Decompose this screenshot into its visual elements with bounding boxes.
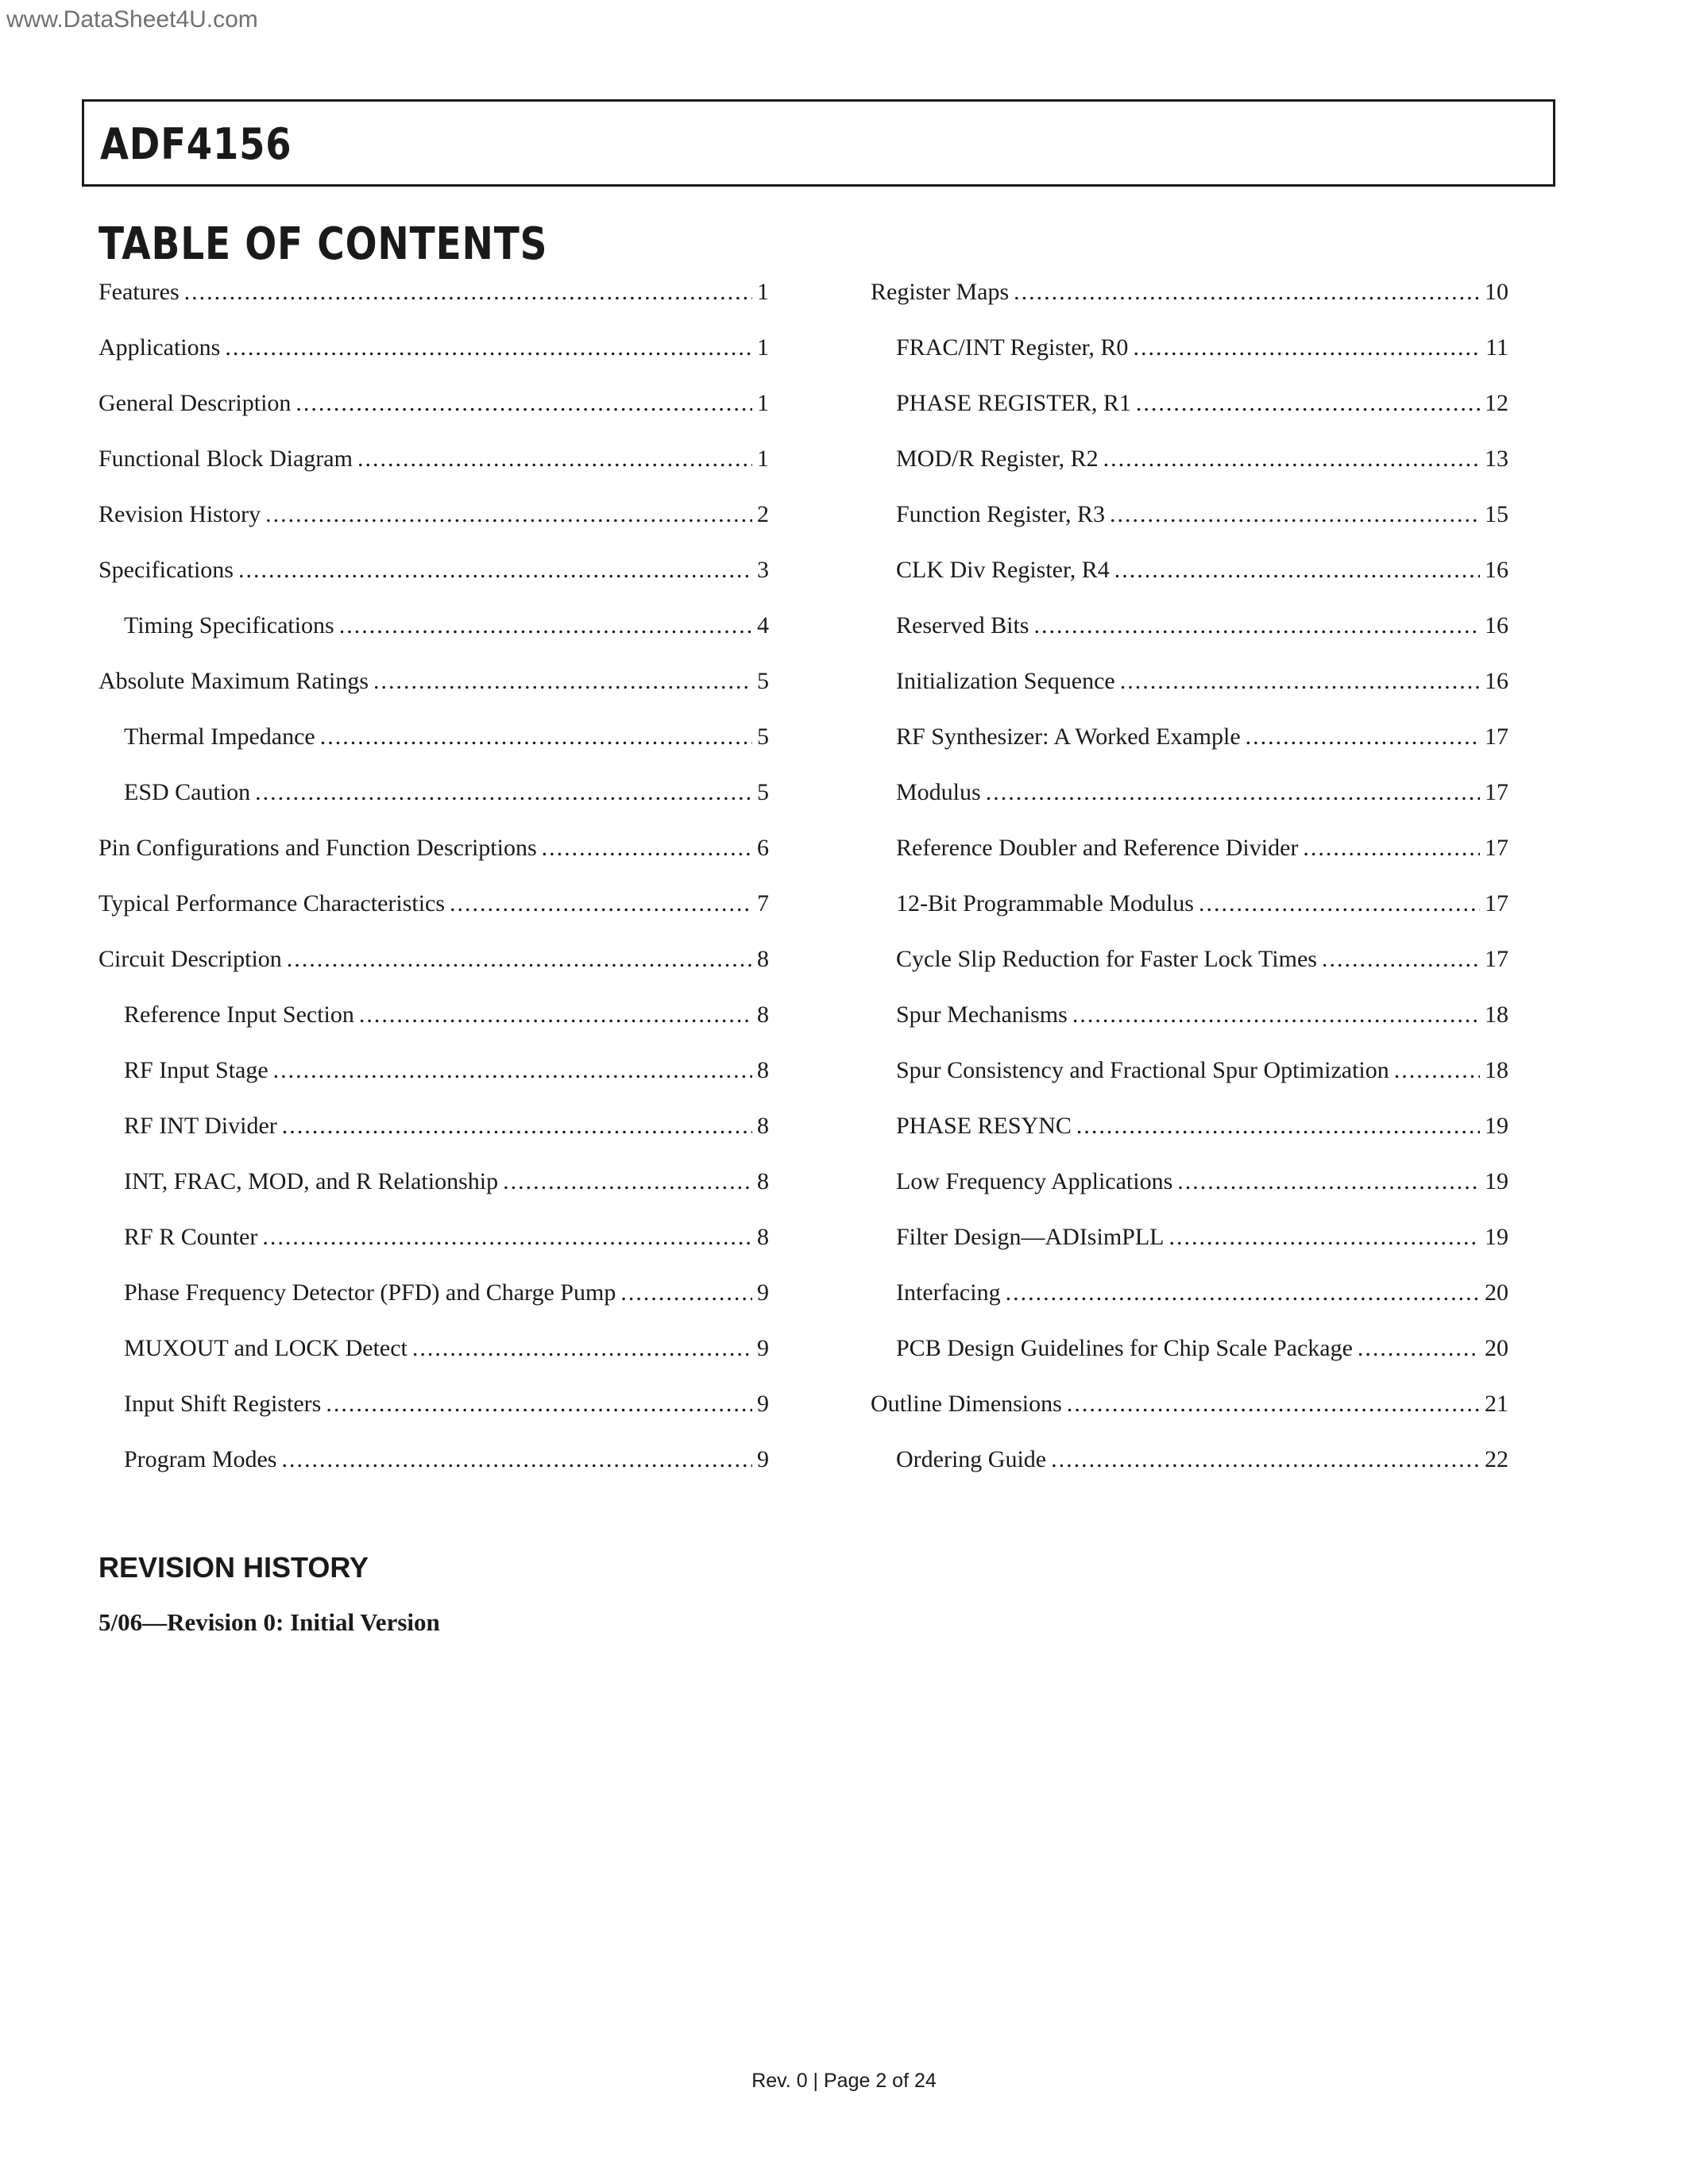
toc-entry-page: 19 (1485, 1113, 1508, 1139)
toc-entry[interactable] (871, 892, 1508, 947)
toc-entry[interactable] (871, 392, 1508, 447)
toc-entry[interactable] (871, 1003, 1508, 1059)
toc-entry-page: 2 (757, 501, 769, 527)
toc-leader-dots (1006, 1281, 1480, 1305)
toc-entry-page: 12 (1485, 390, 1508, 416)
toc-entry[interactable] (98, 280, 769, 336)
toc-entry-page: 7 (757, 890, 769, 916)
toc-entry-page: 1 (757, 446, 769, 472)
toc-leader-dots (281, 1448, 752, 1472)
toc-entry[interactable] (871, 947, 1508, 1003)
toc-leader-dots (357, 447, 752, 471)
toc-entry[interactable] (98, 892, 769, 947)
toc-heading: TABLE OF CONTENTS (98, 218, 548, 270)
toc-entry-page: 9 (757, 1391, 769, 1417)
toc-leader-dots (1076, 1114, 1480, 1138)
toc-leader-dots (620, 1281, 752, 1305)
toc-entry-label: Pin Configurations and Function Descriptions (98, 835, 537, 861)
toc-left-column (98, 280, 769, 1503)
toc-leader-dots (1246, 725, 1480, 749)
toc-leader-dots (320, 725, 752, 749)
toc-entry-label: Thermal Impedance (124, 723, 315, 750)
toc-entry[interactable] (98, 725, 769, 781)
toc-entry-page: 19 (1485, 1168, 1508, 1194)
toc-entry[interactable] (98, 1448, 769, 1503)
toc-entry-label: Applications (98, 334, 221, 361)
toc-entry[interactable] (98, 392, 769, 447)
toc-entry-label: Timing Specifications (124, 612, 334, 639)
toc-entry-page: 18 (1485, 1001, 1508, 1028)
toc-entry-page: 19 (1485, 1224, 1508, 1250)
toc-entry-label: Features (98, 279, 180, 305)
toc-entry-page: 8 (757, 1001, 769, 1028)
toc-entry-label: Functional Block Diagram (98, 446, 353, 472)
toc-entry-page: 13 (1485, 446, 1508, 472)
toc-leader-dots (326, 1392, 752, 1416)
toc-entry-page: 1 (757, 334, 769, 361)
document-header (82, 99, 1555, 187)
toc-entry-page: 9 (757, 1446, 769, 1472)
toc-entry[interactable] (98, 1170, 769, 1225)
toc-entry-page: 21 (1485, 1391, 1508, 1417)
toc-entry-label: PCB Design Guidelines for Chip Scale Package (896, 1335, 1353, 1361)
toc-entry[interactable] (871, 1448, 1508, 1503)
toc-entry-page: 17 (1485, 946, 1508, 972)
toc-leader-dots (1322, 947, 1480, 971)
toc-entry-label: FRAC/INT Register, R0 (896, 334, 1129, 361)
toc-entry-page: 8 (757, 1057, 769, 1083)
toc-entry[interactable] (871, 1059, 1508, 1114)
toc-entry-label: Register Maps (871, 279, 1010, 305)
toc-entry-label: 12-Bit Programmable Modulus (896, 890, 1194, 916)
toc-entry-page: 8 (757, 946, 769, 972)
toc-leader-dots (273, 1059, 752, 1082)
toc-entry[interactable] (871, 336, 1508, 392)
toc-leader-dots (295, 392, 752, 415)
toc-entry[interactable] (98, 669, 769, 725)
toc-entry[interactable] (871, 1114, 1508, 1170)
toc-entry-label: Program Modes (124, 1446, 277, 1472)
toc-entry[interactable] (871, 836, 1508, 892)
toc-entry-page: 11 (1485, 334, 1508, 361)
toc-entry-page: 8 (757, 1168, 769, 1194)
toc-entry-page: 17 (1485, 890, 1508, 916)
toc-entry-page: 22 (1485, 1446, 1508, 1472)
toc-entry-label: RF Input Stage (124, 1057, 268, 1083)
toc-entry-page: 18 (1485, 1057, 1508, 1083)
toc-entry-label: Spur Mechanisms (896, 1001, 1068, 1028)
toc-leader-dots (1110, 503, 1480, 527)
toc-entry[interactable] (98, 1003, 769, 1059)
toc-entry-page: 3 (757, 557, 769, 583)
toc-entry[interactable] (871, 614, 1508, 669)
toc-entry[interactable] (98, 1114, 769, 1170)
toc-leader-dots (339, 614, 752, 638)
toc-entry-label: Reference Input Section (124, 1001, 354, 1028)
toc-leader-dots (1033, 614, 1480, 638)
toc-leader-dots (1067, 1392, 1480, 1416)
toc-entry-page: 17 (1485, 723, 1508, 750)
toc-leader-dots (238, 558, 752, 582)
toc-entry-label: CLK Div Register, R4 (896, 557, 1110, 583)
toc-entry-label: Reserved Bits (896, 612, 1029, 639)
toc-entry-label: Interfacing (896, 1279, 1001, 1306)
toc-leader-dots (412, 1337, 752, 1360)
toc-entry-page: 5 (757, 723, 769, 750)
toc-leader-dots (1199, 892, 1480, 916)
toc-leader-dots (1114, 558, 1480, 582)
toc-entry[interactable] (871, 447, 1508, 503)
toc-entry-label: PHASE RESYNC (896, 1113, 1072, 1139)
toc-entry-page: 8 (757, 1113, 769, 1139)
toc-leader-dots (1120, 669, 1480, 693)
toc-entry-page: 20 (1485, 1279, 1508, 1306)
toc-entry-label: Modulus (896, 779, 981, 805)
toc-entry[interactable] (98, 503, 769, 558)
toc-entry[interactable] (98, 1059, 769, 1114)
toc-entry[interactable] (871, 1170, 1508, 1225)
revision-entry: 5/06—Revision 0: Initial Version (98, 1608, 440, 1636)
toc-entry[interactable] (871, 1281, 1508, 1337)
toc-entry-page: 15 (1485, 501, 1508, 527)
toc-leader-dots (1136, 392, 1480, 415)
toc-entry[interactable] (98, 1281, 769, 1337)
toc-entry-label: ESD Caution (124, 779, 251, 805)
toc-entry[interactable] (871, 669, 1508, 725)
toc-leader-dots (1133, 336, 1481, 360)
toc-entry-page: 16 (1485, 668, 1508, 694)
toc-leader-dots (1169, 1225, 1481, 1249)
toc-entry-page: 9 (757, 1279, 769, 1306)
toc-entry-label: Cycle Slip Reduction for Faster Lock Times (896, 946, 1317, 972)
toc-entry-label: PHASE REGISTER, R1 (896, 390, 1131, 416)
watermark-link[interactable]: www.DataSheet4U.com (6, 6, 258, 33)
toc-leader-dots (1177, 1170, 1480, 1194)
page-footer: Rev. 0 | Page 2 of 24 (751, 2070, 937, 2092)
toc-entry-label: Revision History (98, 501, 261, 527)
toc-leader-dots (1014, 280, 1480, 304)
toc-leader-dots (503, 1170, 752, 1194)
toc-leader-dots (986, 781, 1480, 805)
toc-entry[interactable] (98, 558, 769, 614)
toc-entry-label: Specifications (98, 557, 234, 583)
toc-entry[interactable] (871, 503, 1508, 558)
toc-entry-label: Low Frequency Applications (896, 1168, 1173, 1194)
toc-leader-dots (1394, 1059, 1480, 1082)
toc-entry-page: 16 (1485, 557, 1508, 583)
toc-entry-label: MOD/R Register, R2 (896, 446, 1099, 472)
toc-entry[interactable] (98, 781, 769, 836)
toc-entry[interactable] (98, 1225, 769, 1281)
toc-leader-dots (287, 947, 752, 971)
toc-leader-dots (373, 669, 752, 693)
toc-leader-dots (1303, 836, 1480, 860)
toc-leader-dots (1072, 1003, 1480, 1027)
toc-entry-page: 5 (757, 779, 769, 805)
revision-history-heading: REVISION HISTORY (98, 1551, 369, 1584)
toc-entry-page: 1 (757, 390, 769, 416)
toc-entry[interactable] (871, 1337, 1508, 1392)
toc-leader-dots (1051, 1448, 1480, 1472)
toc-leader-dots (542, 836, 752, 860)
toc-entry-page: 17 (1485, 835, 1508, 861)
toc-entry-label: Outline Dimensions (871, 1391, 1062, 1417)
toc-entry[interactable] (98, 947, 769, 1003)
toc-entry-label: Spur Consistency and Fractional Spur Optimization (896, 1057, 1389, 1083)
toc-entry-label: MUXOUT and LOCK Detect (124, 1335, 408, 1361)
toc-entry-label: Function Register, R3 (896, 501, 1105, 527)
toc-entry-page: 10 (1485, 279, 1508, 305)
toc-entry[interactable] (871, 1392, 1508, 1448)
toc-entry-label: INT, FRAC, MOD, and R Relationship (124, 1168, 499, 1194)
toc-entry[interactable] (871, 1225, 1508, 1281)
toc-leader-dots (1103, 447, 1480, 471)
toc-entry[interactable] (98, 836, 769, 892)
toc-leader-dots (255, 781, 752, 805)
toc-entry-page: 1 (757, 279, 769, 305)
toc-entry[interactable] (98, 1337, 769, 1392)
toc-right-column (871, 280, 1508, 1503)
toc-entry[interactable] (98, 1392, 769, 1448)
toc-leader-dots (282, 1114, 752, 1138)
part-number-title: ADF4156 (100, 119, 292, 169)
toc-entry-page: 4 (757, 612, 769, 639)
toc-entry-page: 20 (1485, 1335, 1508, 1361)
toc-leader-dots (184, 280, 752, 304)
toc-leader-dots (450, 892, 752, 916)
toc-entry-label: Input Shift Registers (124, 1391, 322, 1417)
toc-entry-page: 8 (757, 1224, 769, 1250)
toc-entry-label: Phase Frequency Detector (PFD) and Charge Pump (124, 1279, 616, 1306)
toc-entry-label: Circuit Description (98, 946, 282, 972)
toc-entry-label: RF INT Divider (124, 1113, 277, 1139)
toc-entry-page: 16 (1485, 612, 1508, 639)
toc-leader-dots (359, 1003, 752, 1027)
toc-entry[interactable] (98, 447, 769, 503)
toc-leader-dots (1358, 1337, 1480, 1360)
toc-entry[interactable] (871, 280, 1508, 336)
toc-entry[interactable] (98, 614, 769, 669)
toc-entry-page: 9 (757, 1335, 769, 1361)
toc-entry-label: Absolute Maximum Ratings (98, 668, 369, 694)
toc-entry-label: Typical Performance Characteristics (98, 890, 446, 916)
toc-entry-label: RF R Counter (124, 1224, 258, 1250)
toc-entry[interactable] (871, 725, 1508, 781)
toc-entry-label: Reference Doubler and Reference Divider (896, 835, 1299, 861)
toc-entry-label: General Description (98, 390, 292, 416)
toc-entry-page: 5 (757, 668, 769, 694)
toc-entry-page: 17 (1485, 779, 1508, 805)
toc-entry-page: 6 (757, 835, 769, 861)
toc-leader-dots (265, 503, 752, 527)
toc-leader-dots (262, 1225, 752, 1249)
toc-entry-label: Initialization Sequence (896, 668, 1115, 694)
toc-entry[interactable] (98, 336, 769, 392)
toc-entry-label: RF Synthesizer: A Worked Example (896, 723, 1241, 750)
toc-leader-dots (225, 336, 752, 360)
toc-entry[interactable] (871, 558, 1508, 614)
toc-entry[interactable] (871, 781, 1508, 836)
toc-entry-label: Ordering Guide (896, 1446, 1047, 1472)
toc-entry-label: Filter Design—ADIsimPLL (896, 1224, 1165, 1250)
